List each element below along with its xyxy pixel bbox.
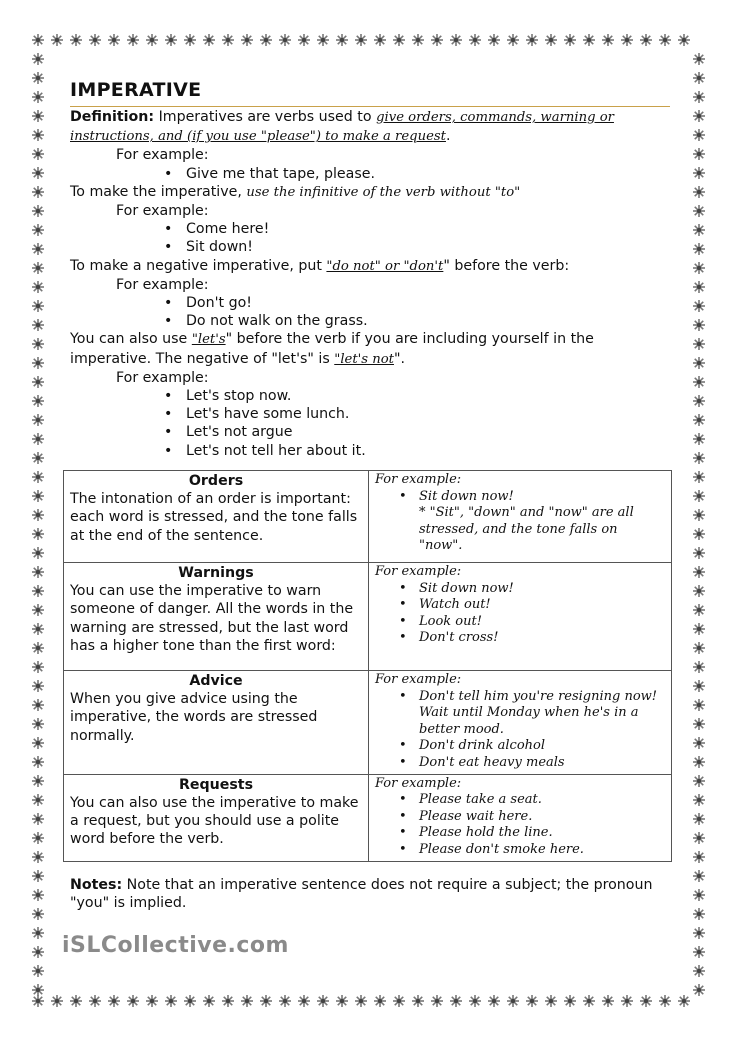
border-flake-icon [32, 110, 44, 122]
list-item: • Please hold the line. [419, 825, 665, 842]
table-cell-examples: For example: • Sit down now! * "Sit", "down" and "now" are all stressed, and the tone falls on "now". [369, 471, 672, 563]
border-flake-icon [564, 995, 576, 1007]
brand-watermark: iSLCollective.com [62, 933, 289, 958]
border-flake-icon [621, 34, 633, 46]
list-item: • Please wait here. [419, 809, 665, 826]
table-cell-description: Advice When you give advice using the imperative, the words are stressed normally. [64, 671, 369, 775]
border-flake-icon [298, 34, 310, 46]
border-flake-icon [32, 319, 44, 331]
definition-label: Definition: [70, 109, 155, 125]
list-item: • Watch out! [419, 597, 665, 614]
table-row-requests [64, 774, 672, 861]
border-flake-icon [32, 395, 44, 407]
border-flake-icon [659, 995, 671, 1007]
border-flake-icon [488, 34, 500, 46]
table-cell-description: Orders The intonation of an order is important: each word is stressed, and the tone falls at the end of the sentence. [64, 471, 369, 563]
table-cell-examples: For example: • Don't tell him you're resigning now! Wait until Monday when he's in a better mood. • Don't drink alcohol • Don't eat heavy meals [369, 671, 672, 775]
border-flake-icon [317, 995, 329, 1007]
make-imperative: To make the imperative, use the infinitive of the verb without "to" [70, 183, 521, 200]
negative-imperative: To make a negative imperative, put "do not" or "don't" before the verb: [70, 257, 570, 274]
border-flake-icon [693, 851, 705, 863]
border-flake-icon [507, 34, 519, 46]
border-flake-icon [693, 509, 705, 521]
border-flake-icon [507, 995, 519, 1007]
list-item: • Please take a seat. [419, 792, 665, 809]
table-row-warnings [64, 563, 672, 671]
border-flake-icon [545, 34, 557, 46]
border-flake-icon [693, 205, 705, 217]
border-flake-icon [32, 509, 44, 521]
border-flake-icon [32, 661, 44, 673]
border-flake-icon [32, 756, 44, 768]
border-flake-icon [355, 34, 367, 46]
border-flake-icon [89, 34, 101, 46]
border-flake-icon [32, 585, 44, 597]
border-flake-icon [32, 832, 44, 844]
border-flake-icon [32, 927, 44, 939]
border-flake-icon [583, 995, 595, 1007]
border-flake-icon [336, 995, 348, 1007]
border-flake-icon [693, 129, 705, 141]
list-item: • Let's not argue [186, 423, 672, 441]
list-item: • Let's not tell her about it. [186, 442, 672, 460]
border-flake-icon [317, 34, 329, 46]
row-heading: Warnings [178, 565, 254, 581]
border-flake-icon [693, 452, 705, 464]
border-flake-icon [678, 995, 690, 1007]
imperative-types-table [63, 470, 672, 862]
border-flake-icon [51, 34, 63, 46]
border-flake-icon [222, 995, 234, 1007]
page-title: IMPERATIVE [70, 79, 202, 101]
border-flake-icon [32, 433, 44, 445]
border-flake-icon [32, 528, 44, 540]
border-flake-icon [693, 319, 705, 331]
border-flake-icon [693, 585, 705, 597]
border-flake-icon [146, 995, 158, 1007]
list-item: • Do not walk on the grass. [186, 312, 672, 330]
border-flake-icon [32, 794, 44, 806]
border-flake-icon [32, 224, 44, 236]
border-flake-icon [393, 34, 405, 46]
border-flake-icon [693, 927, 705, 939]
border-flake-icon [602, 995, 614, 1007]
for-example-label: For example: [116, 203, 209, 220]
notes-label: Notes: [70, 877, 123, 893]
border-flake-icon [32, 547, 44, 559]
list-item: • Look out! [419, 614, 665, 631]
border-flake-icon [32, 243, 44, 255]
list-item: • Don't cross! [419, 630, 665, 647]
border-flake-icon [693, 718, 705, 730]
list-item: • Don't drink alcohol [419, 738, 665, 755]
border-flake-icon [184, 34, 196, 46]
border-flake-icon [32, 338, 44, 350]
border-flake-icon [32, 995, 44, 1007]
border-flake-icon [450, 995, 462, 1007]
border-flake-icon [693, 471, 705, 483]
border-flake-icon [279, 995, 291, 1007]
list-item: • Sit down now! [419, 489, 665, 506]
border-flake-icon [89, 995, 101, 1007]
border-flake-icon [32, 908, 44, 920]
lets-paragraph: You can also use "let's" before the verb if you are including yourself in the imperative. The negative of "let's" is "let's not". [70, 331, 594, 367]
for-example-label: For example: [116, 276, 209, 293]
border-flake-icon [32, 34, 44, 46]
border-flake-icon [32, 965, 44, 977]
border-flake-icon [32, 452, 44, 464]
border-flake-icon [693, 566, 705, 578]
border-flake-icon [526, 995, 538, 1007]
border-flake-icon [693, 756, 705, 768]
border-flake-icon [241, 34, 253, 46]
border-flake-icon [32, 281, 44, 293]
border-flake-icon [693, 186, 705, 198]
border-flake-icon [693, 642, 705, 654]
border-flake-icon [693, 376, 705, 388]
border-flake-icon [693, 281, 705, 293]
border-flake-icon [32, 718, 44, 730]
border-flake-icon [693, 661, 705, 673]
table-row-advice [64, 671, 672, 775]
border-flake-icon [203, 995, 215, 1007]
for-example-label: For example: [116, 369, 209, 386]
border-flake-icon [693, 813, 705, 825]
border-flake-icon [693, 984, 705, 996]
definition-italic-1: give orders, commands, warning or [376, 110, 614, 125]
border-flake-icon [32, 376, 44, 388]
border-flake-icon [412, 995, 424, 1007]
border-flake-icon [693, 148, 705, 160]
border-flake-icon [693, 680, 705, 692]
border-flake-icon [32, 471, 44, 483]
border-flake-icon [108, 34, 120, 46]
border-flake-icon [693, 889, 705, 901]
border-flake-icon [693, 262, 705, 274]
table-cell-description: Requests You can also use the imperative to make a request, but you should use a polite word before the verb. [64, 774, 369, 861]
border-flake-icon [678, 34, 690, 46]
border-flake-icon [450, 34, 462, 46]
border-flake-icon [279, 34, 291, 46]
border-flake-icon [693, 357, 705, 369]
border-flake-icon [693, 832, 705, 844]
border-flake-icon [693, 91, 705, 103]
border-flake-icon [32, 566, 44, 578]
border-flake-icon [693, 224, 705, 236]
border-flake-icon [374, 995, 386, 1007]
border-flake-icon [32, 623, 44, 635]
border-flake-icon [374, 34, 386, 46]
border-flake-icon [693, 53, 705, 65]
border-flake-icon [32, 148, 44, 160]
border-flake-icon [469, 995, 481, 1007]
border-flake-icon [693, 528, 705, 540]
border-flake-icon [32, 414, 44, 426]
border-flake-icon [32, 851, 44, 863]
table-row-orders [64, 471, 672, 563]
border-flake-icon [693, 414, 705, 426]
border-flake-icon [693, 167, 705, 179]
border-flake-icon [70, 34, 82, 46]
border-flake-icon [241, 995, 253, 1007]
border-flake-icon [488, 995, 500, 1007]
border-flake-icon [108, 995, 120, 1007]
border-flake-icon [693, 433, 705, 445]
border-flake-icon [32, 91, 44, 103]
row-heading: Requests [178, 776, 254, 793]
border-flake-icon [693, 623, 705, 635]
border-flake-icon [693, 490, 705, 502]
border-flake-icon [693, 547, 705, 559]
border-flake-icon [127, 34, 139, 46]
border-flake-icon [412, 34, 424, 46]
example-list-2 [70, 220, 672, 256]
table-cell-examples: For example: • Sit down now! • Watch out! • Look out! • Don't cross! [369, 563, 672, 671]
border-flake-icon [146, 34, 158, 46]
border-flake-icon [32, 642, 44, 654]
border-flake-icon [693, 946, 705, 958]
border-flake-icon [602, 34, 614, 46]
border-flake-icon [184, 995, 196, 1007]
example-list-3 [70, 294, 672, 330]
list-item: • Give me that tape, please. [186, 165, 672, 183]
border-flake-icon [32, 167, 44, 179]
border-flake-icon [640, 34, 652, 46]
border-flake-icon [693, 965, 705, 977]
list-item: • Let's stop now. [186, 387, 672, 405]
border-flake-icon [693, 338, 705, 350]
border-flake-icon [693, 737, 705, 749]
border-flake-icon [32, 680, 44, 692]
table-cell-description: Warnings You can use the imperative to warn someone of danger. All the words in the warning are stressed, but the last word has a higher tone than the first word: [64, 563, 369, 671]
border-flake-icon [621, 995, 633, 1007]
border-flake-icon [693, 72, 705, 84]
border-flake-icon [693, 699, 705, 711]
list-item: • Don't go! [186, 294, 672, 312]
border-flake-icon [32, 72, 44, 84]
border-flake-icon [564, 34, 576, 46]
border-flake-icon [127, 995, 139, 1007]
border-flake-icon [32, 870, 44, 882]
border-flake-icon [260, 34, 272, 46]
border-flake-icon [51, 995, 63, 1007]
list-item: • Don't tell him you're resigning now! Wait until Monday when he's in a better mood. [419, 689, 665, 739]
border-flake-icon [32, 737, 44, 749]
border-flake-icon [693, 110, 705, 122]
border-flake-icon [693, 794, 705, 806]
border-flake-icon [693, 243, 705, 255]
border-flake-icon [693, 604, 705, 616]
list-item: • Don't eat heavy meals [419, 755, 665, 772]
border-flake-icon [32, 699, 44, 711]
table-cell-examples: For example: • Please take a seat. • Please wait here. • Please hold the line. • Please don't smoke here. [369, 774, 672, 861]
border-flake-icon [32, 813, 44, 825]
border-flake-icon [32, 262, 44, 274]
row-heading: Advice [189, 673, 243, 689]
example-list-4 [70, 387, 672, 460]
border-flake-icon [32, 53, 44, 65]
notes: Notes: Note that an imperative sentence does not require a subject; the pronoun "you" is implied. [70, 877, 653, 912]
border-flake-icon [203, 34, 215, 46]
definition: Definition: Imperatives are verbs used to give orders, commands, warning or instructions, and (if you use "please") to make a request. [70, 109, 614, 145]
example-list-1 [70, 165, 672, 183]
border-flake-icon [32, 984, 44, 996]
definition-italic-2: instructions, and (if you use "please") to make a request [70, 129, 446, 145]
border-flake-icon [32, 205, 44, 217]
border-flake-icon [693, 908, 705, 920]
border-flake-icon [32, 357, 44, 369]
border-flake-icon [659, 34, 671, 46]
list-item: • Come here! [186, 220, 672, 238]
border-flake-icon [298, 995, 310, 1007]
border-flake-icon [583, 34, 595, 46]
border-flake-icon [693, 395, 705, 407]
border-flake-icon [32, 186, 44, 198]
border-flake-icon [545, 995, 557, 1007]
border-flake-icon [32, 604, 44, 616]
border-flake-icon [32, 300, 44, 312]
border-flake-icon [431, 34, 443, 46]
worksheet-body [70, 78, 672, 460]
border-flake-icon [70, 995, 82, 1007]
list-item: • Sit down! [186, 238, 672, 256]
list-item: • Sit down now! [419, 581, 665, 598]
list-item: • Please don't smoke here. [419, 842, 665, 859]
border-flake-icon [32, 129, 44, 141]
border-flake-icon [32, 775, 44, 787]
border-flake-icon [165, 995, 177, 1007]
title-underline [70, 106, 670, 107]
border-flake-icon [393, 995, 405, 1007]
border-flake-icon [32, 889, 44, 901]
border-flake-icon [336, 34, 348, 46]
border-flake-icon [640, 995, 652, 1007]
border-flake-icon [526, 34, 538, 46]
border-flake-icon [431, 995, 443, 1007]
border-flake-icon [165, 34, 177, 46]
for-example-label: For example: [116, 147, 209, 164]
border-flake-icon [693, 870, 705, 882]
border-flake-icon [355, 995, 367, 1007]
border-flake-icon [693, 300, 705, 312]
border-flake-icon [260, 995, 272, 1007]
border-flake-icon [32, 946, 44, 958]
row-heading: Orders [188, 473, 244, 489]
border-flake-icon [32, 490, 44, 502]
border-flake-icon [222, 34, 234, 46]
border-flake-icon [469, 34, 481, 46]
list-item: • Let's have some lunch. [186, 405, 672, 423]
border-flake-icon [693, 775, 705, 787]
